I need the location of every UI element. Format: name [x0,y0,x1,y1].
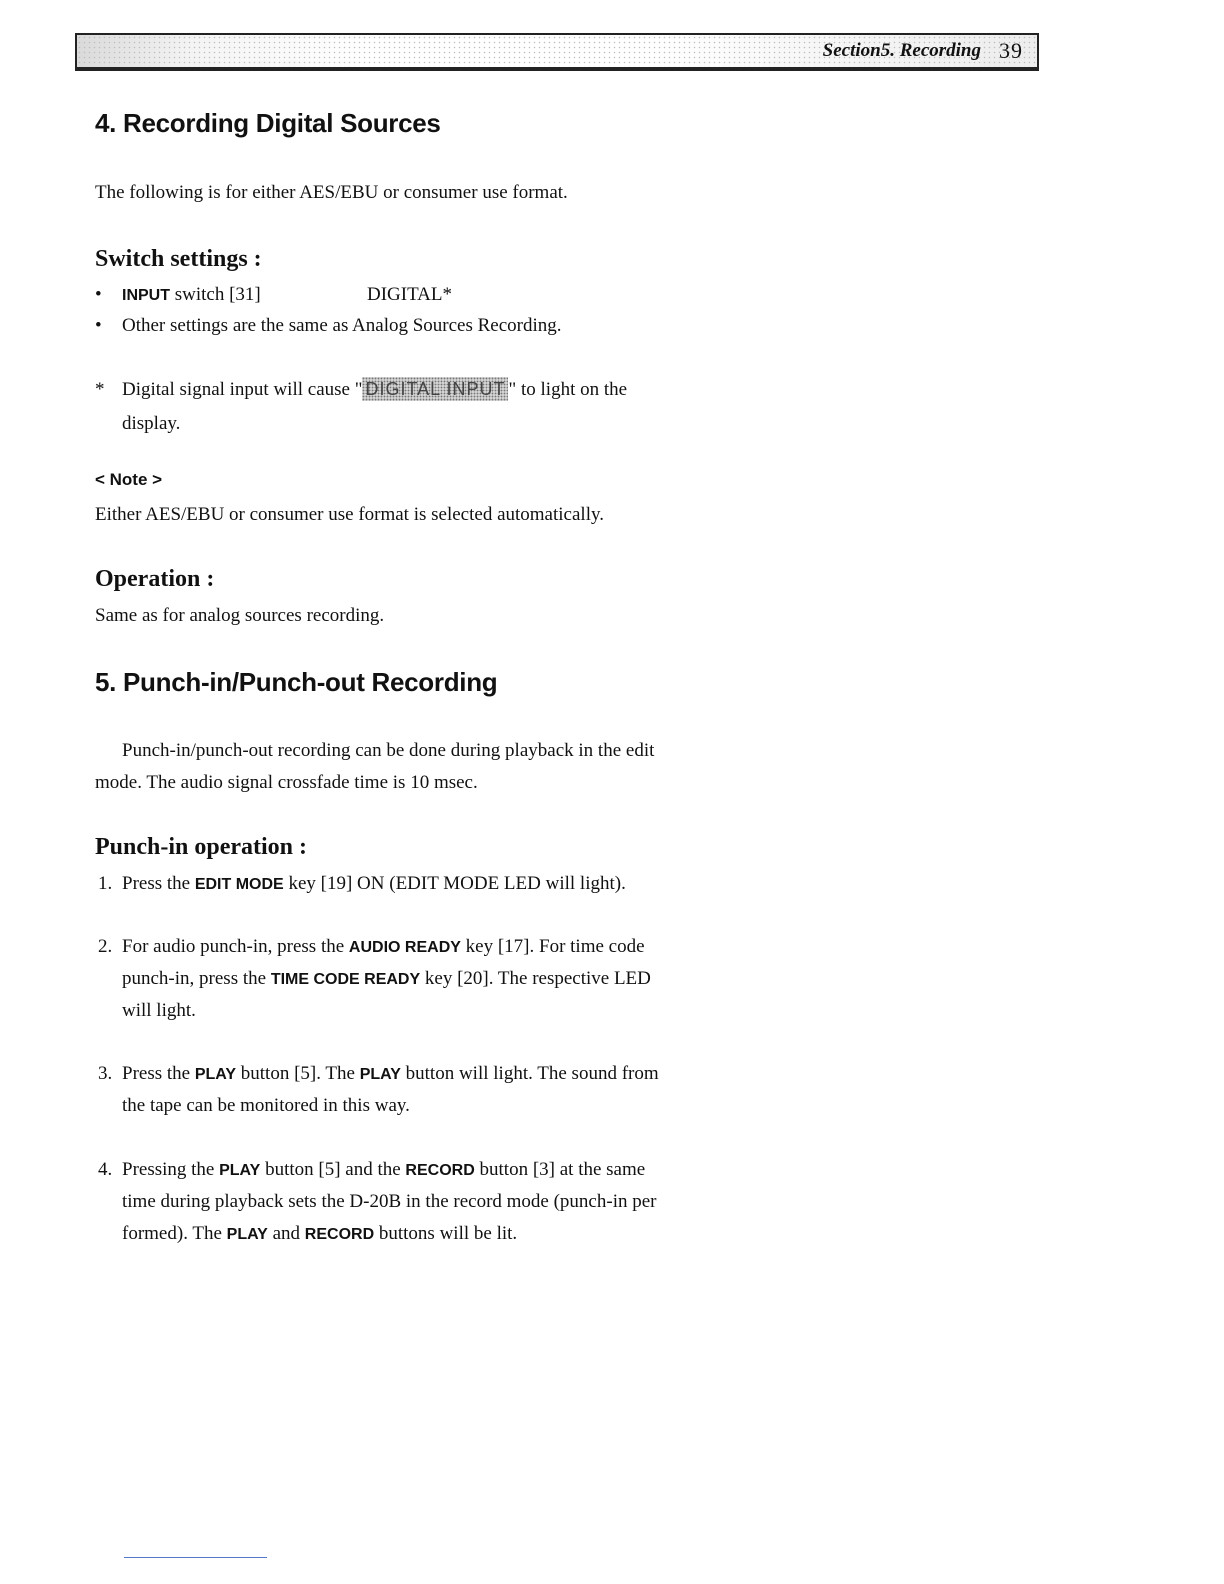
step4-number: 4. [98,1159,113,1180]
page-header [75,33,1039,69]
footnote-line2: display. [122,413,181,434]
operation-heading: Operation : [95,566,215,592]
note-text: Either AES/EBU or consumer use format is selected automatically. [95,504,604,525]
page-number: 39 [999,38,1023,63]
step4-line3: formed). The PLAY and RECORD buttons will be lit. [122,1223,518,1244]
section5-intro-line2: mode. The audio signal crossfade time is 10 msec. [95,772,478,793]
step1-number: 1. [98,873,113,894]
header-section-label: Section5. Recording [822,40,981,61]
record-button-label: RECORD [304,1226,375,1243]
switch-settings-heading: Switch settings : [95,246,262,272]
section5-intro-line1: Punch-in/punch-out recording can be done during playback in the edit [122,740,655,761]
operation-text: Same as for analog sources recording. [95,605,385,626]
play-button-label: PLAY [226,1226,268,1243]
bullet-icon: • [95,315,102,336]
section5-title: 5. Punch-in/Punch-out Recording [95,667,498,697]
step1-line1: Press the EDIT MODE key [19] ON (EDIT MODE LED will light). [122,873,626,894]
play-button-label: PLAY [219,1162,261,1179]
step2-line2: punch-in, press the TIME CODE READY key [20]. The respective LED [122,968,651,989]
step3-line1: Press the PLAY button [5]. The PLAY button will light. The sound from [122,1063,659,1084]
step3-number: 3. [98,1063,113,1084]
step3-line2: the tape can be monitored in this way. [122,1095,410,1116]
audio-ready-key-label: AUDIO READY [348,939,461,956]
step4-line1: Pressing the PLAY button [5] and the RECORD button [3] at the same [122,1159,646,1180]
input-key-label: INPUT [122,287,170,304]
section4-intro: The following is for either AES/EBU or consumer use format. [95,182,568,203]
header-rule [75,69,1039,71]
section4-title: 4. Recording Digital Sources [95,108,441,138]
step2-number: 2. [98,936,113,957]
bullet-icon: • [95,284,102,305]
play-button-label: PLAY [359,1066,401,1083]
step2-line3: will light. [122,1000,196,1021]
switch-item-input-value: DIGITAL* [367,284,453,305]
edit-mode-key-label: EDIT MODE [194,876,284,893]
step4-line2: time during playback sets the D-20B in the record mode (punch-in per [122,1191,657,1212]
switch-item-input: INPUT switch [31] [122,284,261,305]
step2-line1: For audio punch-in, press the AUDIO READY key [17]. For time code [122,936,645,957]
punch-in-heading: Punch-in operation : [95,834,308,860]
record-button-label: RECORD [405,1162,475,1179]
digital-input-lcd-indicator: DIGITAL INPUT [362,377,508,401]
asterisk-icon: * [95,379,105,400]
footnote-line1: Digital signal input will cause " DIGITAL INPUT " to light on the [122,379,628,400]
note-heading: < Note > [95,470,163,489]
play-button-label: PLAY [194,1066,237,1083]
footer-rule [124,1557,267,1558]
switch-item-other: Other settings are the same as Analog Sources Recording. [122,315,562,336]
time-code-ready-key-label: TIME CODE READY [270,971,421,988]
